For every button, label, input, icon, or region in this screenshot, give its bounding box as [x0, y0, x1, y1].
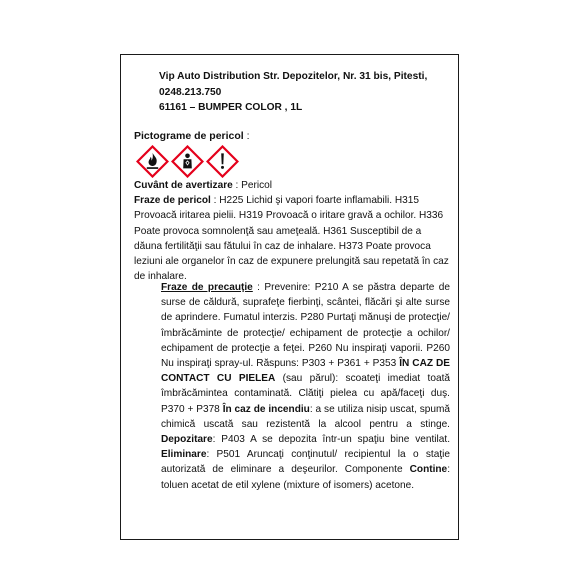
precaution-text-3: : a se utiliza nisip uscat, spumă chimică uscată sau rezistentă la alcool pentru a stinge. [161, 403, 451, 430]
precaution-section [161, 280, 450, 493]
precaution-text-6: : toluen acetat de etil xylene (mixture of isomers) acetone. [161, 464, 450, 491]
product-name: 61161 – BUMPER COLOR , 1L [159, 102, 303, 113]
signal-word-label: Cuvânt de avertizare [134, 180, 233, 191]
fire-heading: În caz de incendiu [222, 403, 310, 415]
hazard-text: : H225 Lichid şi vapori foarte inflamabili. H315 Provoacă iritarea pielii. H319 Provoacă o iritare gravă a ochilor. H336 Poate provoca somnolenţă sau ameţeală. H361 Susceptibil de a dăuna fertilităţii sau fătului în caz de inhalare. H373 Poate provoca leziuni ale organelor în caz de expunere prelungită sau repetată în caz de inhalare. [134, 195, 449, 283]
company-phone: 0248.213.750 [159, 86, 222, 98]
disposal-heading: Eliminare [161, 449, 207, 461]
product-label [120, 54, 459, 540]
health-hazard-icon [171, 145, 204, 178]
company-address: Vip Auto Distribution Str. Depozitelor, Nr. 31 bis, Pitesti, [159, 71, 428, 82]
label-header [159, 69, 455, 116]
signal-word-line [134, 178, 452, 193]
hazard-statements [134, 193, 452, 284]
precaution-label: Fraze de precauţie [161, 282, 253, 293]
precaution-text-5: : P501 Aruncaţi conţinutul/ recipientul la o staţie autorizată de eliminare a deşeurilor. Componente [161, 449, 450, 476]
signal-word-value: Pericol [241, 180, 273, 191]
hazard-label: Fraze de pericol [134, 195, 211, 207]
flame-icon [136, 145, 169, 178]
pictograms-title-suffix: : [243, 130, 250, 142]
storage-heading: Depozitare [161, 434, 213, 446]
exclamation-icon [206, 145, 239, 178]
pictograms-title: Pictograme de pericol [134, 130, 244, 142]
precaution-statements [161, 280, 450, 493]
hazard-section [134, 178, 452, 284]
precaution-text-1: : Prevenire: P210 A se păstra departe de surse de căldură, suprafeţe fierbinţi, scântei, flăcări şi alte surse de aprindere. Fumatul interzis. P280 Purtaţi mănuşi de protecţie/ îmbrăcăminte de protecţie/ echipament de protecţie a ochilor/ echipament de protecţie a feţei. P260 Nu inspiraţi vaporii. P260 Nu inspiraţi spray-ul. Răspuns: P303 + P361 + P353 [161, 282, 450, 370]
skin-contact-heading: ÎN CAZ DE CONTACT CU PIELEA [161, 358, 451, 385]
precaution-text-4: : P403 A se depozita într-un spaţiu bine ventilat. [212, 434, 450, 446]
signal-word-sep: : [232, 180, 242, 191]
contains-heading: Contine [409, 464, 448, 476]
precaution-text-2: (sau părul): scoateţi imediat toată îmbrăcămintea contaminată. Clătiţi pielea cu apă/faceţi duş. P370 + P378 [161, 373, 450, 415]
pictograms-heading [134, 129, 250, 143]
